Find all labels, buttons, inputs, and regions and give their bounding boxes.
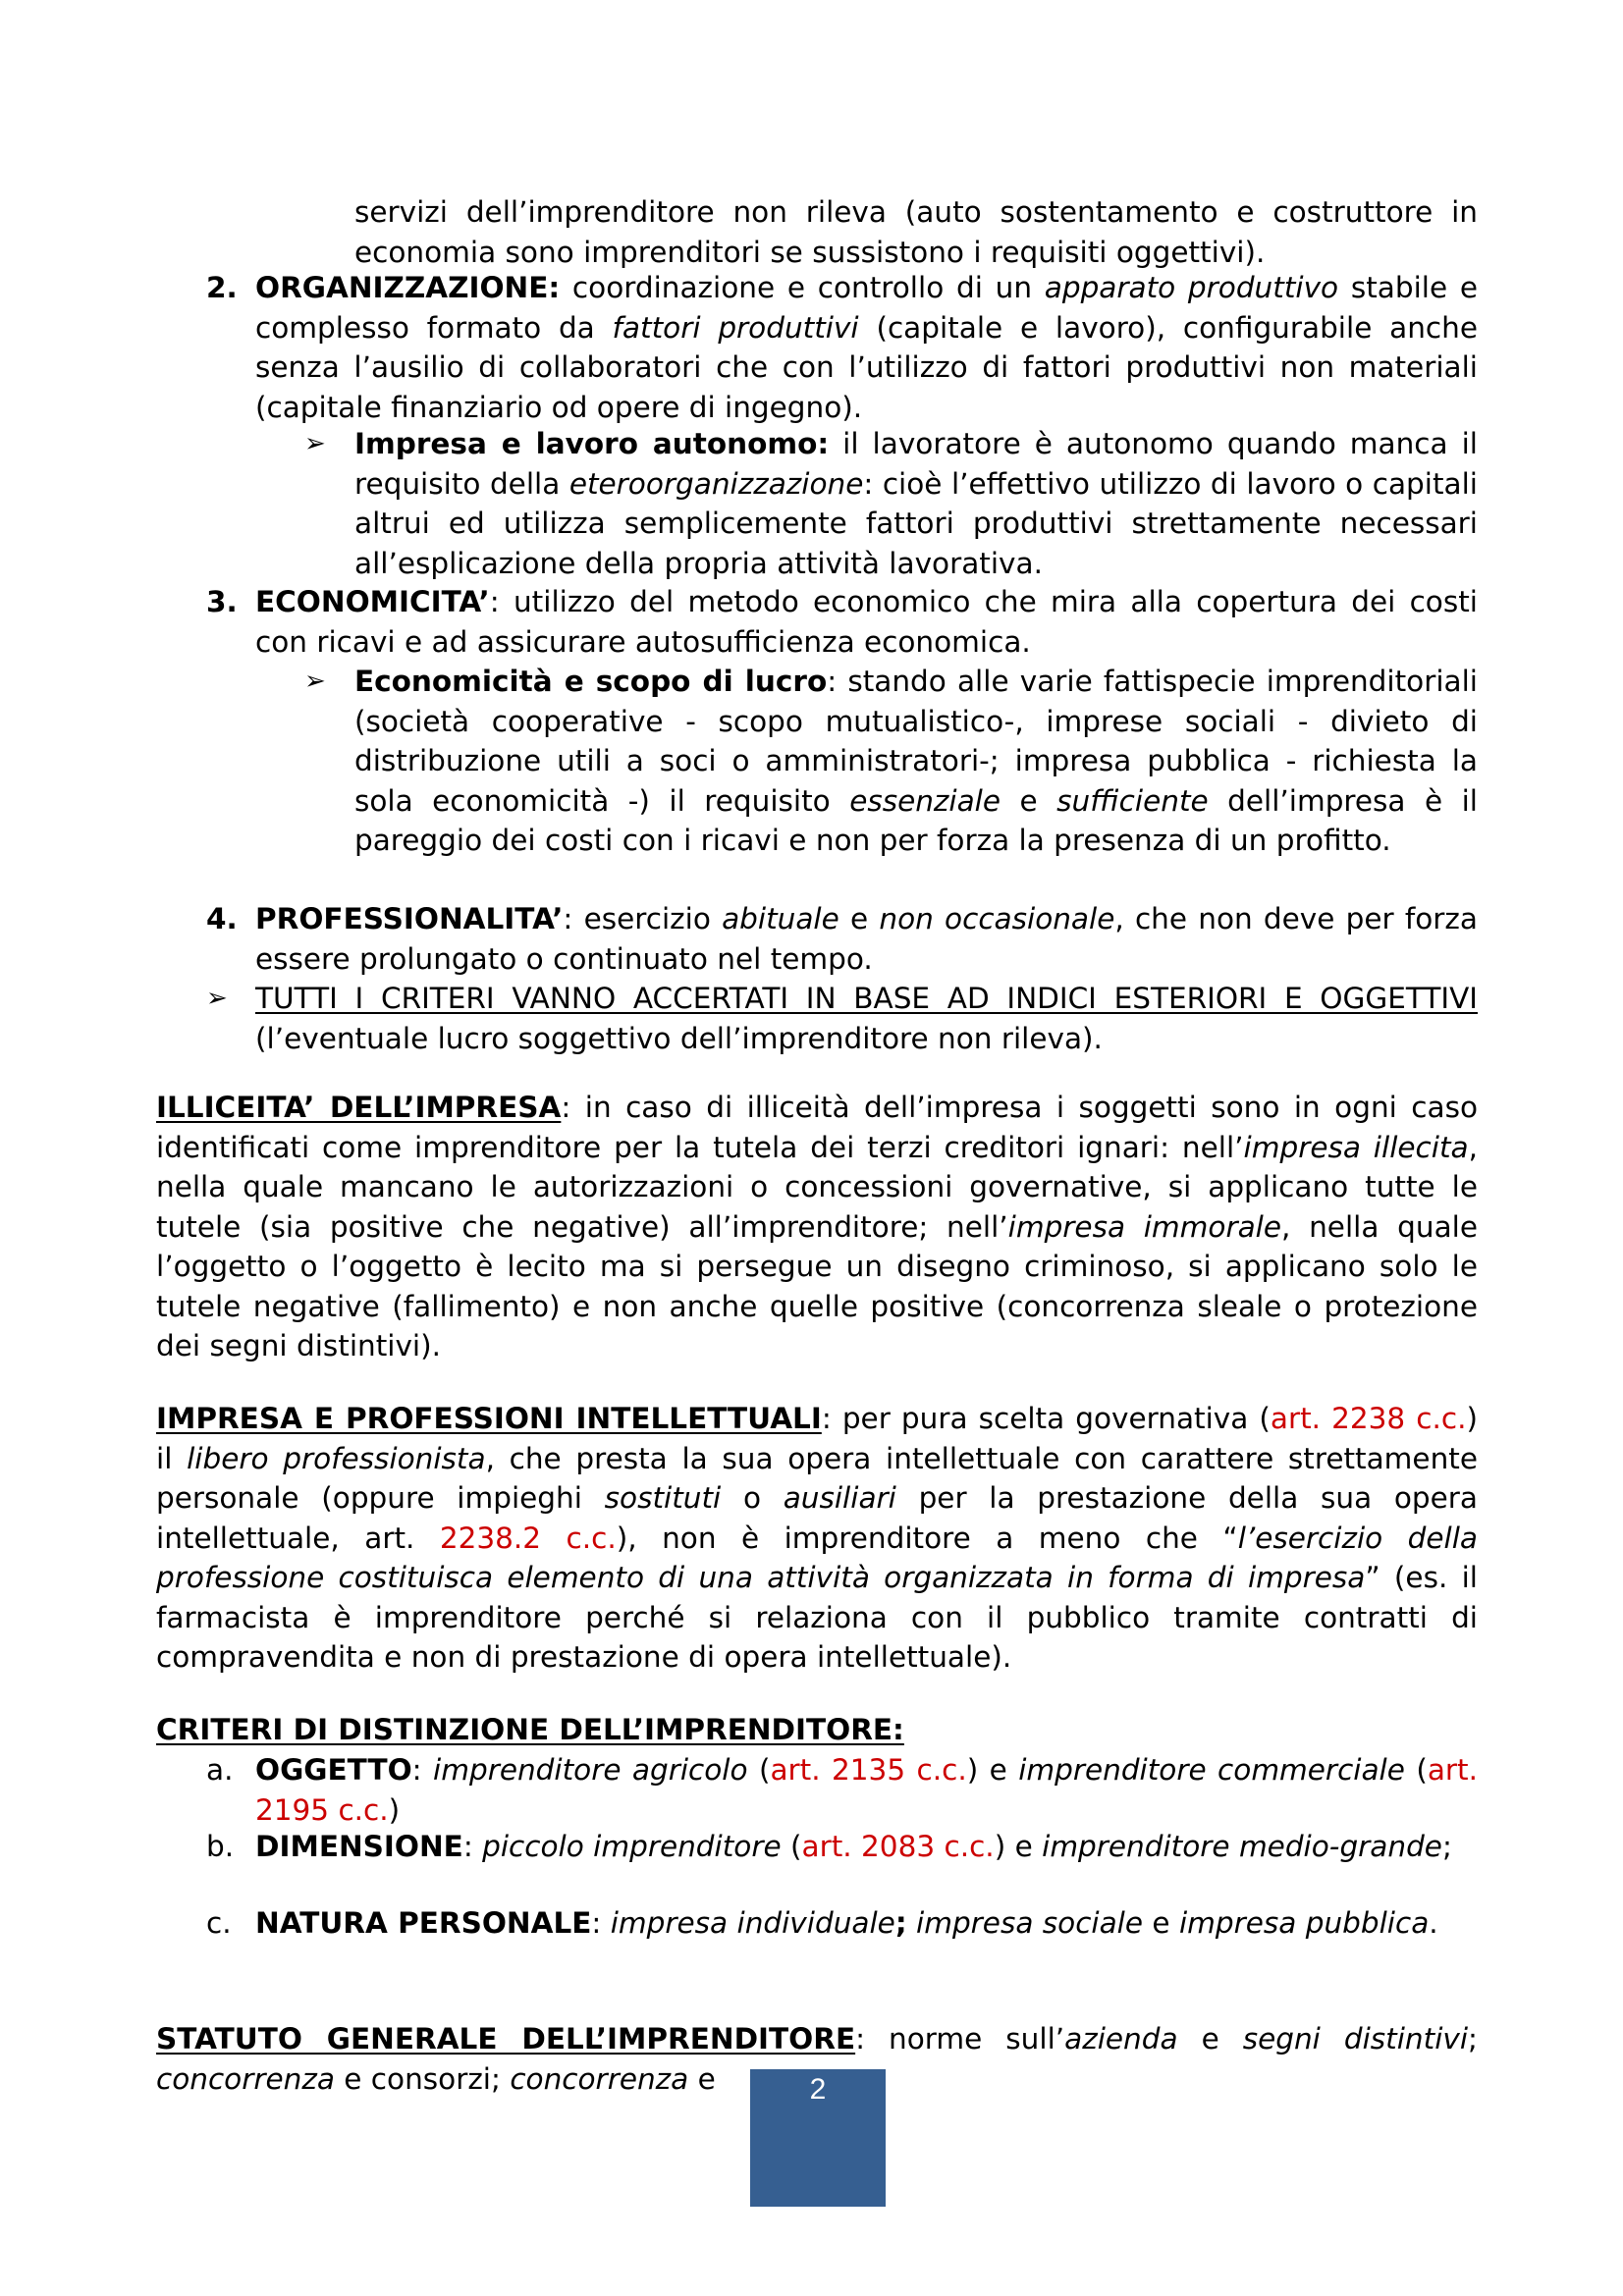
section-heading: ILLICEITA’ DELL’IMPRESA — [156, 1091, 562, 1124]
section-heading-criteri-distinzione: CRITERI DI DISTINZIONE DELL’IMPRENDITORE: — [156, 1713, 904, 1746]
sub-item-impresa-lavoro-autonomo: Impresa e lavoro autonomo: il lavoratore è autonomo quando manca il requisito della eteroorganizzazione: cioè l’effettivo utilizzo di lavoro o capitali altrui ed utilizza semplicemente fattori produttivi strettamente necessari all’esplicazione della propria attività lavorativa. — [354, 427, 1478, 580]
list-letter: a. — [206, 1753, 234, 1787]
list-item-organizzazione: ORGANIZZAZIONE: coordinazione e controllo di un apparato produttivo stabile e complesso formato da fattori produttivi (capitale e lavoro), configurabile anche senza l’ausilio di collaboratori che con l’utilizzo di fattori produttivi non materiali (capitale finanziario od opere di ingegno). — [255, 271, 1478, 424]
list-item-natura-personale: NATURA PERSONALE: impresa individuale; impresa sociale e impresa pubblica. — [255, 1906, 1438, 1940]
list-item-dimensione: DIMENSIONE: piccolo imprenditore (art. 2083 c.c.) e imprenditore medio-grande; — [255, 1830, 1452, 1863]
paragraph-statuto-line2: concorrenza e consorzi; concorrenza e — [156, 2062, 716, 2096]
citation-link: 2238.2 c.c. — [439, 1521, 617, 1555]
list-number: 4. — [206, 902, 238, 935]
list-letter: b. — [206, 1830, 235, 1863]
section-heading: STATUTO GENERALE DELL’IMPRENDITORE — [156, 2022, 856, 2056]
citation-link: art. 2238 c.c. — [1270, 1402, 1467, 1435]
list-item-oggetto: OGGETTO: imprenditore agricolo (art. 2135 c.c.) e imprenditore commerciale (art. 2195 c.c.) — [255, 1753, 1478, 1827]
arrow-bullet-icon: ➢ — [206, 984, 228, 1013]
page-number-box — [750, 2069, 886, 2207]
sub-item-economicita-scopo-lucro: Economicità e scopo di lucro: stando alle varie fattispecie imprenditoriali (società cooperative - scopo mutualistico-, imprese sociali - divieto di distribuzione utili a soci o amministratori-; impresa pubblica - richiesta la sola economicità -) il requisito essenziale e sufficiente dell’impresa è il pareggio dei costi con i ricavi e non per forza la presenza di un profitto. — [354, 665, 1479, 857]
paragraph-statuto-line1: STATUTO GENERALE DELL’IMPRENDITORE: norme sull’azienda e segni distintivi; — [156, 2022, 1478, 2056]
list-letter: c. — [206, 1906, 232, 1940]
arrow-bullet-icon: ➢ — [304, 429, 326, 458]
citation-link: art. 2135 c.c. — [770, 1753, 967, 1787]
list-number: 3. — [206, 585, 238, 618]
paragraph-professioni-intellettuali: IMPRESA E PROFESSIONI INTELLETTUALI: per pura scelta governativa (art. 2238 c.c.) il libero professionista, che presta la sua opera intellettuale con carattere strettamente personale (oppure impieghi sostituti o ausiliari per la prestazione della sua opera intellettuale, art. 2238.2 c.c.), non è imprenditore a meno che “l’esercizio della professione costituisca elemento di una attività organizzata in forma di impresa” (es. il farmacista è imprenditore perché si relaziona con il pubblico tramite contratti di compravendita e non di prestazione di opera intellettuale). — [156, 1402, 1479, 1674]
page-number: 2 — [809, 2073, 827, 2106]
list-number: 2. — [206, 271, 238, 304]
criteri-note: TUTTI I CRITERI VANNO ACCERTATI IN BASE AD INDICI ESTERIORI E OGGETTIVI (l’eventuale lucro soggettivo dell’imprenditore non rileva). — [255, 982, 1478, 1055]
list-item-professionalita: PROFESSIONALITA’: esercizio abituale e non occasionale, che non deve per forza essere prolungato o continuato nel tempo. — [255, 902, 1478, 976]
list-item-economicita: ECONOMICITA’: utilizzo del metodo economico che mira alla copertura dei costi con ricavi e ad assicurare autosufficienza economica. — [255, 585, 1478, 659]
arrow-bullet-icon: ➢ — [304, 667, 326, 696]
intro-continuation: servizi dell’imprenditore non rileva (auto sostentamento e costruttore in economia sono imprenditori se sussistono i requisiti oggettivi). — [354, 195, 1478, 269]
citation-link: art. 2195 c.c. — [255, 1753, 1478, 1827]
paragraph-illiceita: ILLICEITA’ DELL’IMPRESA: in caso di illiceità dell’impresa i soggetti sono in ogni caso identificati come imprenditore per la tutela dei terzi creditori ignari: nell’impresa illecita, nella quale mancano le autorizzazioni o concessioni governative, si applicano tutte le tutele (sia positive che negative) all’imprenditore; nell’impresa immorale, nella quale l’oggetto o l’oggetto è lecito ma si persegue un disegno criminoso, si applicano solo le tutele negative (fallimento) e non anche quelle positive (concorrenza sleale o protezione dei segni distintivi). — [156, 1091, 1478, 1362]
section-heading: IMPRESA E PROFESSIONI INTELLETTUALI — [156, 1402, 822, 1435]
citation-link: art. 2083 c.c. — [801, 1830, 995, 1863]
